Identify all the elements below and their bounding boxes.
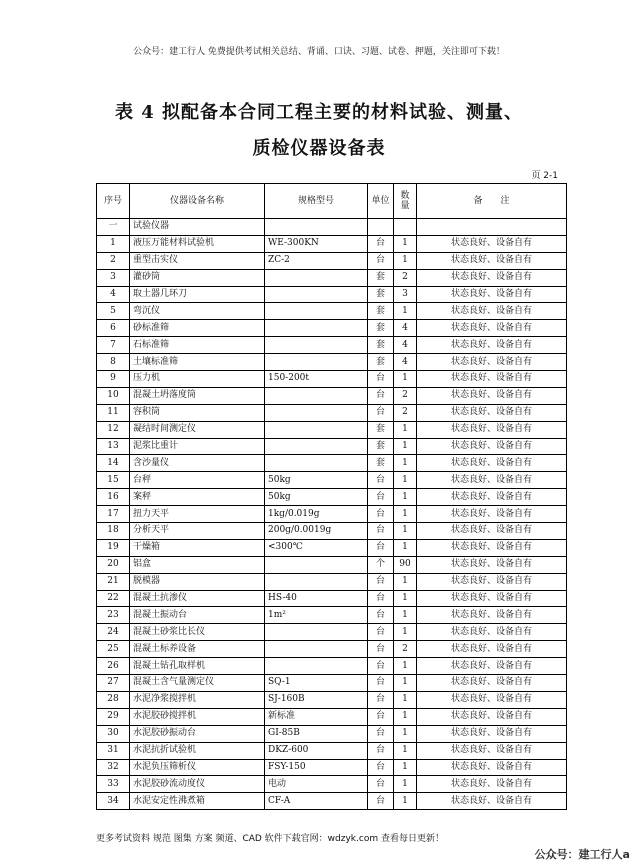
cell-qty: 1 [394, 489, 417, 506]
cell-no: 32 [97, 759, 130, 776]
cell-name: 水泥负压筛析仪 [130, 759, 265, 776]
cell-unit: 套 [368, 269, 394, 286]
table-row [97, 371, 567, 388]
cell-qty: 2 [394, 387, 417, 404]
cell-name: 台秤 [130, 472, 265, 489]
section-name: 试验仪器 [130, 219, 265, 236]
cell-unit: 台 [368, 573, 394, 590]
cell-qty: 1 [394, 573, 417, 590]
cell-no: 28 [97, 691, 130, 708]
cell-unit: 台 [368, 506, 394, 523]
cell-no: 2 [97, 252, 130, 269]
cell-spec [265, 658, 368, 675]
cell-unit: 台 [368, 523, 394, 540]
cell-spec: 电动 [265, 776, 368, 793]
cell-qty: 4 [394, 354, 417, 371]
cell-remark: 状态良好、设备自有 [417, 742, 567, 759]
footer-note: 更多考试资料 规范 图集 方案 频道、CAD 软件下载官网：wdzyk.com 查看每日更新！ [96, 834, 444, 844]
table-row [97, 387, 567, 404]
cell-qty: 1 [394, 506, 417, 523]
cell-remark: 状态良好、设备自有 [417, 472, 567, 489]
cell-spec [265, 337, 368, 354]
cell-no: 31 [97, 742, 130, 759]
cell-remark: 状态良好、设备自有 [417, 573, 567, 590]
cell-name: 混凝土含气量测定仪 [130, 675, 265, 692]
cell-remark: 状态良好、设备自有 [417, 641, 567, 658]
cell-qty: 1 [394, 438, 417, 455]
cell-remark: 状态良好、设备自有 [417, 556, 567, 573]
table-row [97, 590, 567, 607]
cell-unit: 台 [368, 742, 394, 759]
cell-name: 重型击实仪 [130, 252, 265, 269]
cell-no: 3 [97, 269, 130, 286]
cell-name: 弯沉仪 [130, 303, 265, 320]
cell-name: 液压万能材料试验机 [130, 235, 265, 252]
cell-no: 15 [97, 472, 130, 489]
header-note: 公众号：建工行人 免费提供考试相关总结、背诵、口诀、习题、试卷、押题，关注即可下载！ [133, 47, 505, 57]
cell-no: 27 [97, 675, 130, 692]
cell-no: 1 [97, 235, 130, 252]
cell-unit: 台 [368, 708, 394, 725]
cell-name: 容积筒 [130, 404, 265, 421]
cell-name: 泥浆比重计 [130, 438, 265, 455]
cell-no: 19 [97, 539, 130, 556]
cell-remark: 状态良好、设备自有 [417, 793, 567, 810]
cell-name: 混凝土标养设备 [130, 641, 265, 658]
cell-unit: 台 [368, 759, 394, 776]
page-label: 页 2-1 [531, 171, 558, 181]
cell-remark: 状态良好、设备自有 [417, 759, 567, 776]
cell-qty: 1 [394, 708, 417, 725]
cell-no: 34 [97, 793, 130, 810]
cell-spec [265, 438, 368, 455]
cell-unit: 台 [368, 675, 394, 692]
cell-no: 9 [97, 371, 130, 388]
cell-unit: 台 [368, 658, 394, 675]
cell-name: 案秤 [130, 489, 265, 506]
table-row [97, 742, 567, 759]
cell-spec [265, 404, 368, 421]
cell-spec: FSY-150 [265, 759, 368, 776]
table-row [97, 658, 567, 675]
cell-unit: 套 [368, 337, 394, 354]
table-row [97, 725, 567, 742]
cell-unit: 套 [368, 455, 394, 472]
cell-qty: 2 [394, 404, 417, 421]
cell-qty: 1 [394, 590, 417, 607]
cell-spec: SQ-1 [265, 675, 368, 692]
cell-unit: 台 [368, 793, 394, 810]
cell-remark: 状态良好、设备自有 [417, 404, 567, 421]
cell-no: 4 [97, 286, 130, 303]
cell-no: 33 [97, 776, 130, 793]
table-row [97, 286, 567, 303]
cell-spec [265, 556, 368, 573]
table-row [97, 404, 567, 421]
cell-remark: 状态良好、设备自有 [417, 523, 567, 540]
table-row [97, 691, 567, 708]
table-row [97, 354, 567, 371]
cell-remark: 状态良好、设备自有 [417, 371, 567, 388]
cell-unit: 台 [368, 776, 394, 793]
table-row [97, 337, 567, 354]
cell-name: 水泥胶砂振动台 [130, 725, 265, 742]
cell-no: 13 [97, 438, 130, 455]
cell-spec [265, 573, 368, 590]
cell-qty: 1 [394, 793, 417, 810]
cell-spec [265, 320, 368, 337]
cell-remark: 状态良好、设备自有 [417, 607, 567, 624]
cell-spec [265, 624, 368, 641]
cell-unit: 套 [368, 320, 394, 337]
cell-no: 8 [97, 354, 130, 371]
cell-no: 17 [97, 506, 130, 523]
cell-qty: 4 [394, 320, 417, 337]
cell-name: 分析天平 [130, 523, 265, 540]
table-row [97, 523, 567, 540]
table-row [97, 539, 567, 556]
cell-name: 压力机 [130, 371, 265, 388]
cell-remark: 状态良好、设备自有 [417, 489, 567, 506]
cell-remark: 状态良好、设备自有 [417, 675, 567, 692]
cell-remark: 状态良好、设备自有 [417, 590, 567, 607]
cell-no: 25 [97, 641, 130, 658]
cell-remark: 状态良好、设备自有 [417, 438, 567, 455]
cell-remark: 状态良好、设备自有 [417, 708, 567, 725]
cell-name: 混凝土钻孔取样机 [130, 658, 265, 675]
cell-no: 30 [97, 725, 130, 742]
equipment-table [96, 183, 567, 810]
table-row [97, 607, 567, 624]
cell-name: 水泥抗折试验机 [130, 742, 265, 759]
cell-spec: WE-300KN [265, 235, 368, 252]
cell-qty: 4 [394, 337, 417, 354]
header-unit: 单位 [368, 184, 394, 219]
cell-qty: 1 [394, 455, 417, 472]
cell-remark: 状态良好、设备自有 [417, 421, 567, 438]
cell-remark: 状态良好、设备自有 [417, 387, 567, 404]
cell-name: 水泥胶砂流动度仪 [130, 776, 265, 793]
cell-name: 石标准筛 [130, 337, 265, 354]
table-row [97, 320, 567, 337]
cell-no: 11 [97, 404, 130, 421]
cell-qty: 1 [394, 776, 417, 793]
table-row [97, 269, 567, 286]
cell-remark: 状态良好、设备自有 [417, 320, 567, 337]
cell-qty: 3 [394, 286, 417, 303]
table-row [97, 455, 567, 472]
header-name: 仪器设备名称 [130, 184, 265, 219]
cell-qty: 1 [394, 252, 417, 269]
cell-remark: 状态良好、设备自有 [417, 691, 567, 708]
cell-unit: 套 [368, 286, 394, 303]
table-row [97, 438, 567, 455]
cell-qty: 2 [394, 269, 417, 286]
cell-qty: 1 [394, 472, 417, 489]
cell-unit: 套 [368, 354, 394, 371]
cell-remark: 状态良好、设备自有 [417, 252, 567, 269]
cell-unit: 台 [368, 404, 394, 421]
cell-unit: 台 [368, 539, 394, 556]
cell-remark: 状态良好、设备自有 [417, 776, 567, 793]
page-title-line-1: 表 4 拟配备本合同工程主要的材料试验、测量、 [114, 102, 524, 123]
cell-name: 土壤标准筛 [130, 354, 265, 371]
cell-qty: 1 [394, 523, 417, 540]
cell-name: 水泥净浆搅拌机 [130, 691, 265, 708]
cell-no: 16 [97, 489, 130, 506]
cell-qty: 1 [394, 421, 417, 438]
table-row [97, 489, 567, 506]
cell-remark: 状态良好、设备自有 [417, 269, 567, 286]
cell-remark: 状态良好、设备自有 [417, 455, 567, 472]
cell-remark: 状态良好、设备自有 [417, 624, 567, 641]
cell-unit: 台 [368, 252, 394, 269]
cell-qty: 1 [394, 607, 417, 624]
table-row [97, 573, 567, 590]
table-row [97, 708, 567, 725]
cell-no: 29 [97, 708, 130, 725]
cell-unit: 台 [368, 641, 394, 658]
cell-no: 12 [97, 421, 130, 438]
section-no: 一 [97, 219, 130, 236]
cell-qty: 1 [394, 759, 417, 776]
cell-no: 18 [97, 523, 130, 540]
page-title-line-2: 质检仪器设备表 [252, 138, 386, 159]
header-remark: 备 注 [417, 184, 567, 219]
cell-remark: 状态良好、设备自有 [417, 725, 567, 742]
cell-spec [265, 303, 368, 320]
cell-name: 干燥箱 [130, 539, 265, 556]
cell-spec: DKZ-600 [265, 742, 368, 759]
watermark: 公众号：建工行人a [534, 848, 630, 861]
table-row [97, 759, 567, 776]
cell-spec: CF-A [265, 793, 368, 810]
cell-spec [265, 286, 368, 303]
cell-no: 23 [97, 607, 130, 624]
cell-remark: 状态良好、设备自有 [417, 539, 567, 556]
cell-name: 含沙量仪 [130, 455, 265, 472]
cell-unit: 套 [368, 438, 394, 455]
cell-no: 24 [97, 624, 130, 641]
cell-qty: 90 [394, 556, 417, 573]
table-row [97, 235, 567, 252]
cell-spec: 200g/0.0019g [265, 523, 368, 540]
cell-remark: 状态良好、设备自有 [417, 658, 567, 675]
cell-no: 22 [97, 590, 130, 607]
cell-qty: 1 [394, 303, 417, 320]
cell-name: 水泥安定性沸煮箱 [130, 793, 265, 810]
cell-no: 21 [97, 573, 130, 590]
cell-spec: 150-200t [265, 371, 368, 388]
cell-unit: 台 [368, 387, 394, 404]
cell-name: 脱模器 [130, 573, 265, 590]
header-no: 序号 [97, 184, 130, 219]
cell-spec [265, 387, 368, 404]
cell-spec: 1kg/0.019g [265, 506, 368, 523]
cell-name: 扭力天平 [130, 506, 265, 523]
table-row [97, 303, 567, 320]
cell-no: 26 [97, 658, 130, 675]
cell-unit: 台 [368, 624, 394, 641]
cell-no: 7 [97, 337, 130, 354]
cell-no: 10 [97, 387, 130, 404]
cell-qty: 1 [394, 725, 417, 742]
cell-name: 混凝土坍落度筒 [130, 387, 265, 404]
cell-no: 20 [97, 556, 130, 573]
cell-unit: 台 [368, 371, 394, 388]
cell-spec [265, 269, 368, 286]
cell-unit: 台 [368, 691, 394, 708]
cell-name: 凝结时间测定仪 [130, 421, 265, 438]
cell-spec [265, 354, 368, 371]
cell-name: 取土器几环刀 [130, 286, 265, 303]
cell-qty: 1 [394, 675, 417, 692]
cell-qty: 1 [394, 658, 417, 675]
cell-no: 14 [97, 455, 130, 472]
cell-unit: 台 [368, 489, 394, 506]
cell-remark: 状态良好、设备自有 [417, 303, 567, 320]
cell-name: 铝盒 [130, 556, 265, 573]
header-qty: 数量 [394, 184, 417, 219]
cell-qty: 1 [394, 371, 417, 388]
cell-unit: 台 [368, 235, 394, 252]
cell-qty: 1 [394, 691, 417, 708]
cell-spec: GI-85B [265, 725, 368, 742]
cell-unit: 台 [368, 472, 394, 489]
cell-spec [265, 641, 368, 658]
cell-qty: 1 [394, 742, 417, 759]
cell-remark: 状态良好、设备自有 [417, 506, 567, 523]
cell-spec: 50kg [265, 489, 368, 506]
table-row [97, 675, 567, 692]
cell-unit: 台 [368, 590, 394, 607]
cell-remark: 状态良好、设备自有 [417, 354, 567, 371]
cell-qty: 2 [394, 641, 417, 658]
cell-spec: 50kg [265, 472, 368, 489]
table-row [97, 252, 567, 269]
table-header-row [97, 184, 567, 219]
cell-spec: <300℃ [265, 539, 368, 556]
cell-unit: 套 [368, 303, 394, 320]
section-row [97, 219, 567, 236]
header-spec: 规格型号 [265, 184, 368, 219]
cell-spec: SJ-160B [265, 691, 368, 708]
cell-spec: ZC-2 [265, 252, 368, 269]
cell-spec [265, 455, 368, 472]
table-row [97, 793, 567, 810]
cell-qty: 1 [394, 235, 417, 252]
cell-name: 砂标准筛 [130, 320, 265, 337]
cell-unit: 台 [368, 725, 394, 742]
cell-name: 混凝土振动台 [130, 607, 265, 624]
cell-no: 5 [97, 303, 130, 320]
cell-qty: 1 [394, 624, 417, 641]
cell-remark: 状态良好、设备自有 [417, 235, 567, 252]
table-row [97, 506, 567, 523]
cell-no: 6 [97, 320, 130, 337]
cell-unit: 个 [368, 556, 394, 573]
cell-unit: 套 [368, 421, 394, 438]
table-row [97, 421, 567, 438]
cell-name: 灌砂筒 [130, 269, 265, 286]
table-row [97, 641, 567, 658]
cell-spec [265, 421, 368, 438]
cell-name: 水泥胶砂搅拌机 [130, 708, 265, 725]
cell-remark: 状态良好、设备自有 [417, 337, 567, 354]
cell-qty: 1 [394, 539, 417, 556]
cell-remark: 状态良好、设备自有 [417, 286, 567, 303]
table-row [97, 776, 567, 793]
cell-spec: 新标准 [265, 708, 368, 725]
cell-spec: 1m² [265, 607, 368, 624]
table-row [97, 624, 567, 641]
table-row [97, 556, 567, 573]
cell-spec: HS-40 [265, 590, 368, 607]
cell-name: 混凝土抗渗仪 [130, 590, 265, 607]
cell-name: 混凝土砂浆比长仪 [130, 624, 265, 641]
cell-unit: 台 [368, 607, 394, 624]
table-row [97, 472, 567, 489]
